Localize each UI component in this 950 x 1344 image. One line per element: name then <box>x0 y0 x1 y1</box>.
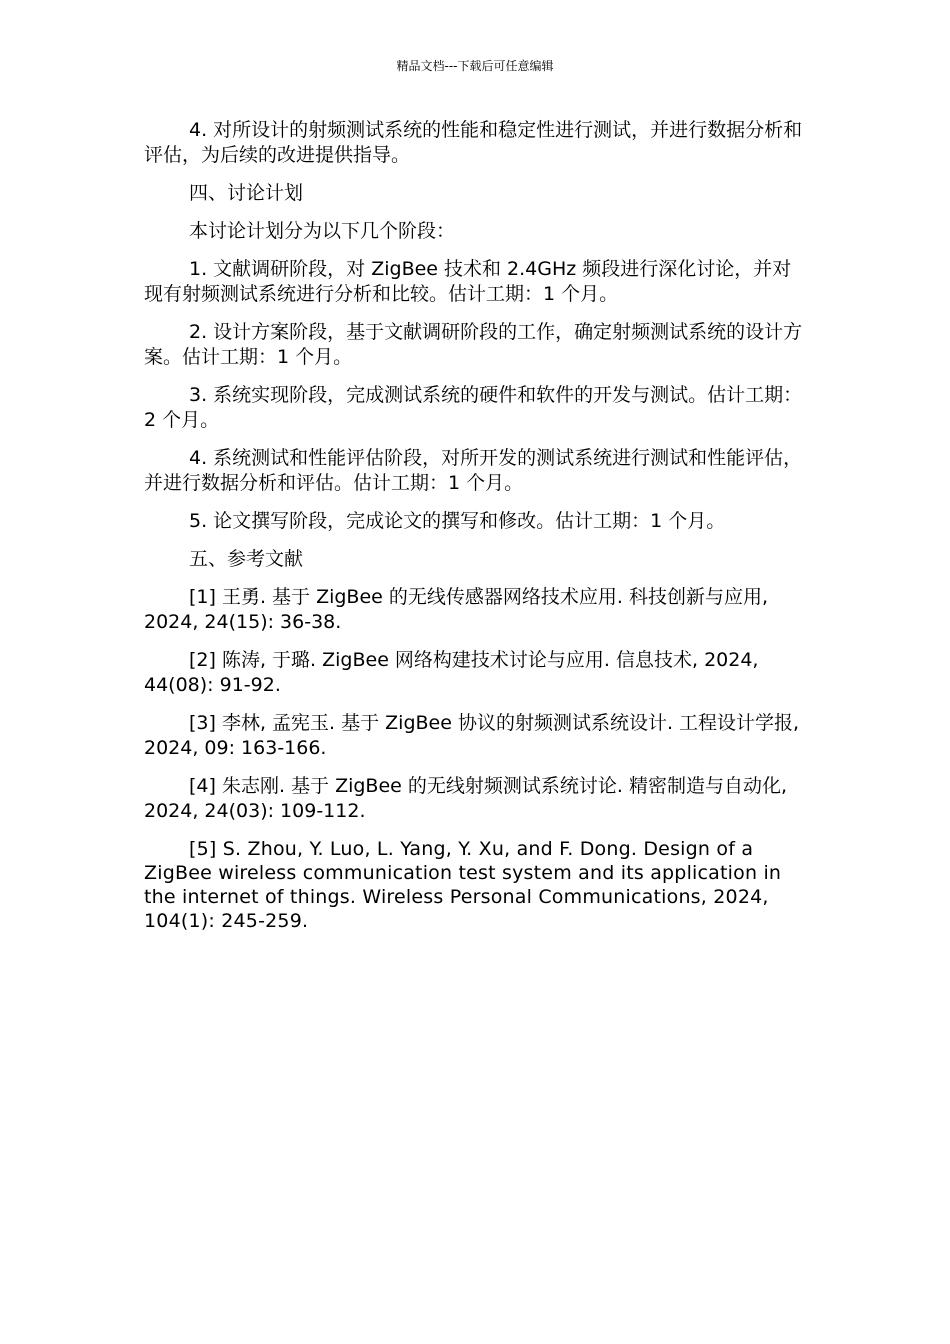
plan-stage-5: 5. 论文撰写阶段，完成论文的撰写和修改。估计工期：1 个月。 <box>189 510 726 532</box>
section-heading-references: 五、参考文献 <box>189 548 304 570</box>
section-heading-discussion-plan: 四、讨论计划 <box>189 182 304 204</box>
plan-stage-3: 3. 系统实现阶段，完成测试系统的硬件和软件的开发与测试。估计工期：2 个月。 <box>144 384 803 431</box>
plan-intro: 本讨论计划分为以下几个阶段： <box>189 220 456 242</box>
objective-item-4: 4. 对所设计的射频测试系统的性能和稳定性进行测试，并进行数据分析和评估，为后续的改进提供指导。 <box>144 119 803 166</box>
plan-stage-1: 1. 文献调研阶段，对 ZigBee 技术和 2.4GHz 频段进行深化讨论，并对现有射频测试系统进行分析和比较。估计工期：1 个月。 <box>144 258 792 305</box>
reference-4: [4] 朱志刚. 基于 ZigBee 的无线射频测试系统讨论. 精密制造与自动化, 2024, 24(03): 109-112. <box>144 775 788 822</box>
reference-2: [2] 陈涛, 于璐. ZigBee 网络构建技术讨论与应用. 信息技术, 2024, 44(08): 91-92. <box>144 649 759 696</box>
page-header: 精品文档---下载后可任意编辑 <box>396 59 554 73</box>
reference-3: [3] 李林, 孟宪玉. 基于 ZigBee 协议的射频测试系统设计. 工程设计学报, 2024, 09: 163-166. <box>144 712 800 759</box>
reference-5: [5] S. Zhou, Y. Luo, L. Yang, Y. Xu, and F. Dong. Design of a ZigBee wireless communication test system and its application in the internet of things. Wireless Personal Communications, 2024, 104(1): 245-259. <box>144 838 782 932</box>
plan-stage-4: 4. 系统测试和性能评估阶段，对所开发的测试系统进行测试和性能评估，并进行数据分析和评估。估计工期：1 个月。 <box>144 447 803 494</box>
reference-1: [1] 王勇. 基于 ZigBee 的无线传感器网络技术应用. 科技创新与应用, 2024, 24(15): 36-38. <box>144 586 769 633</box>
plan-stage-2: 2. 设计方案阶段，基于文献调研阶段的工作，确定射频测试系统的设计方案。估计工期：1 个月。 <box>144 321 803 368</box>
document-body <box>144 118 808 946</box>
